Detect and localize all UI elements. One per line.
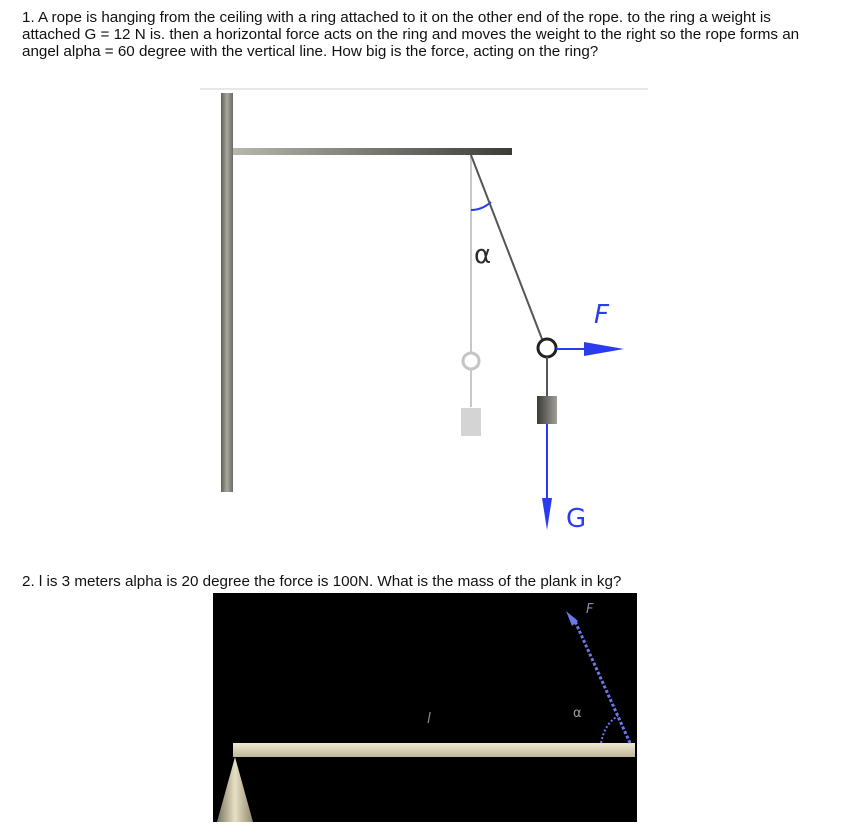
weight-arrowhead (542, 498, 552, 530)
weight-label-g: G (566, 504, 587, 534)
problem-2-text: 2. l is 3 meters alpha is 20 degree the force is 100N. What is the mass of the plank in kg? (22, 573, 622, 590)
ring-original-position (463, 353, 479, 369)
weight-block (537, 396, 557, 424)
alpha-label-1: α (474, 240, 492, 270)
vertical-post (221, 93, 233, 492)
horizontal-beam (233, 148, 512, 155)
angle-arc (471, 202, 491, 210)
alpha-label-2: α (573, 706, 582, 721)
force-arrowhead (584, 342, 624, 356)
force-label-f: F (594, 300, 609, 330)
plank (233, 743, 635, 757)
weight-original-position (461, 408, 481, 436)
figure-2-plank-diagram (213, 593, 637, 822)
length-label-l: l (427, 711, 431, 727)
force-label-f-2: F (586, 602, 594, 617)
problem-1-text: 1. A rope is hanging from the ceiling with a ring attached to it on the other end of the rope. to the ring a weight is attached G = 12 N is. then a horizontal force acts on the ring and moves the weight to the right so the rope forms an angel alpha = 60 degree with the vertical line. How big is the force, acting on the ring? (22, 9, 800, 60)
ring (538, 339, 556, 357)
